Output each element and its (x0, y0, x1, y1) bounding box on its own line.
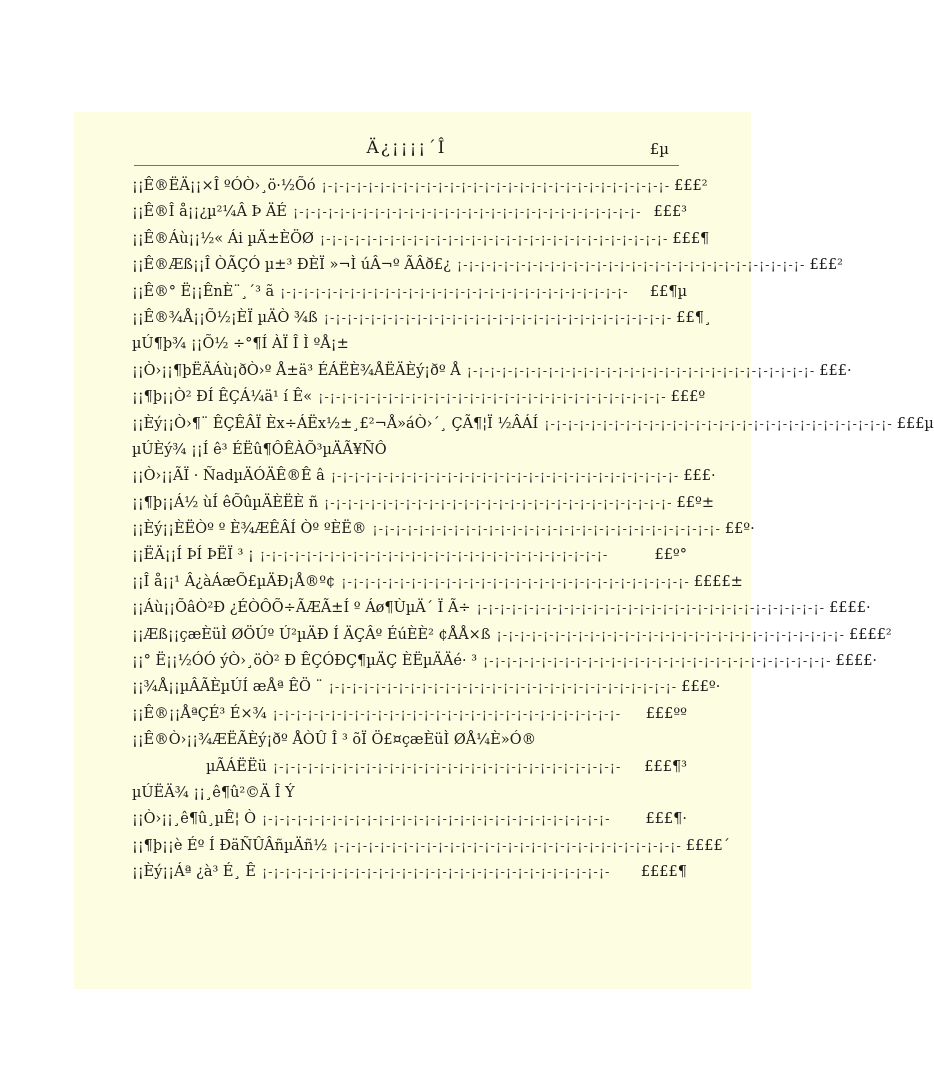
book-page (74, 112, 934, 989)
page-number: £µ (649, 140, 669, 158)
toc-leader: ¡-¡-¡-¡-¡-¡-¡-¡-¡-¡-¡-¡-¡-¡-¡-¡-¡-¡-¡-¡-¡-¡-¡-¡-¡-¡-¡-¡-¡-¡- (292, 205, 642, 221)
toc-entry[interactable] (132, 706, 687, 732)
toc-entry[interactable] (132, 309, 712, 336)
toc-page-number: ££££± (693, 573, 743, 590)
toc-leader: ¡-¡-¡-¡-¡-¡-¡-¡-¡-¡-¡-¡-¡-¡-¡-¡-¡-¡-¡-¡-¡-¡-¡-¡-¡-¡-¡-¡-¡-¡- (261, 865, 611, 881)
toc-entry-title: µÚÈý¾ ¡¡Í ê³ ÉËû¶ÔÊÀÕ³µÄÃ¥ÑÔ (132, 441, 387, 458)
toc-entry[interactable] (132, 257, 843, 283)
toc-page-number: £££³ (653, 204, 687, 221)
toc-entry-title: ¡¡Ê®Æß¡¡Î ÒÃÇÓ µ±³ ÐÈÏ »¬Ì úÂ¬º ÃÂð£¿ (132, 257, 451, 274)
toc-leader: ¡-¡-¡-¡-¡-¡-¡-¡-¡-¡-¡-¡-¡-¡-¡-¡-¡-¡-¡-¡-¡-¡-¡-¡-¡-¡-¡-¡-¡-¡- (544, 416, 893, 432)
toc-entry[interactable] (132, 679, 721, 705)
toc-leader: ¡-¡-¡-¡-¡-¡-¡-¡-¡-¡-¡-¡-¡-¡-¡-¡-¡-¡-¡-¡-¡-¡-¡-¡-¡-¡-¡-¡-¡-¡- (321, 179, 671, 194)
table-of-contents (132, 178, 934, 891)
toc-page-number: ££££· (829, 600, 871, 617)
toc-entry[interactable] (132, 785, 687, 811)
toc-entry-title: µÚ¶þ¾ ¡¡Õ½ ÷°¶Í ÀÏ Î Ì ºÅ¡± (132, 336, 349, 353)
toc-page-number: £££º· (681, 679, 721, 696)
toc-entry[interactable] (132, 204, 687, 230)
toc-page-number: ££º· (724, 521, 755, 538)
toc-entry-title: ¡¡Î å¡¡¹ Â¿àÁæÕ£µÄÐ¡Å®º¢ (132, 573, 336, 590)
toc-leader: ¡-¡-¡-¡-¡-¡-¡-¡-¡-¡-¡-¡-¡-¡-¡-¡-¡-¡-¡-¡-¡-¡-¡-¡-¡-¡-¡-¡-¡-¡- (466, 363, 816, 379)
toc-entry-title: ¡¡Ò›¡¡ÃÏ · ÑadµÄÓÄÊ®Ê â (132, 468, 325, 485)
toc-page-number: £££¶· (645, 811, 687, 828)
toc-entry-title: ¡¡Ê®¾Å¡¡Õ½¡ÈÏ µÄÒ ¾ß (132, 309, 318, 326)
toc-entry[interactable] (132, 626, 892, 653)
toc-entry-title: ¡¡Ê®Î å¡¡¿µ²¼Â Þ ÄÉ (132, 204, 287, 221)
toc-entry[interactable] (132, 811, 687, 837)
toc-page-number: ££££´ (685, 837, 730, 854)
toc-entry-title: ¡¡¶þ¡¡Á½ ùÍ êÕûµÄÈËÈ ñ (132, 494, 319, 511)
toc-entry[interactable] (132, 864, 687, 890)
toc-entry[interactable] (132, 336, 687, 362)
running-title: Ä¿¡¡¡¡´Î (366, 138, 447, 158)
toc-entry-title: µÚËÄ¾ ¡¡¸ê¶û²©Ä Î Ý (132, 784, 295, 801)
toc-page-number: £££¶ (672, 230, 710, 247)
toc-entry[interactable] (132, 389, 706, 415)
toc-leader: ¡-¡-¡-¡-¡-¡-¡-¡-¡-¡-¡-¡-¡-¡-¡-¡-¡-¡-¡-¡-¡-¡-¡-¡-¡-¡-¡-¡-¡-¡- (476, 601, 826, 617)
toc-leader: ¡-¡-¡-¡-¡-¡-¡-¡-¡-¡-¡-¡-¡-¡-¡-¡-¡-¡-¡-¡-¡-¡-¡-¡-¡-¡-¡-¡-¡-¡- (272, 759, 622, 775)
toc-entry-title: ¡¡Ê®° Ë¡¡ÊnÈ¨¸´³ ã (132, 283, 275, 300)
toc-entry[interactable] (132, 573, 743, 600)
toc-leader: ¡-¡-¡-¡-¡-¡-¡-¡-¡-¡-¡-¡-¡-¡-¡-¡-¡-¡-¡-¡-¡-¡-¡-¡-¡-¡-¡-¡-¡-¡- (324, 495, 673, 511)
toc-leader: ¡-¡-¡-¡-¡-¡-¡-¡-¡-¡-¡-¡-¡-¡-¡-¡-¡-¡-¡-¡-¡-¡-¡-¡-¡-¡-¡-¡-¡-¡- (328, 680, 678, 696)
toc-entry-title: ¡¡Æß¡¡çæÈüÌ ØÖÚº Ú²µÄÐ Í ÄÇÂº ÉúÈÈ² ¢ÅÅ×ß (132, 626, 491, 643)
toc-entry[interactable] (132, 837, 730, 864)
toc-leader: ¡-¡-¡-¡-¡-¡-¡-¡-¡-¡-¡-¡-¡-¡-¡-¡-¡-¡-¡-¡-¡-¡-¡-¡-¡-¡-¡-¡-¡-¡- (280, 284, 629, 300)
toc-leader: ¡-¡-¡-¡-¡-¡-¡-¡-¡-¡-¡-¡-¡-¡-¡-¡-¡-¡-¡-¡-¡-¡-¡-¡-¡-¡-¡-¡-¡-¡- (272, 706, 622, 722)
toc-page-number: ££º° (654, 547, 687, 564)
toc-page-number: £££µ (896, 415, 934, 432)
toc-leader: ¡-¡-¡-¡-¡-¡-¡-¡-¡-¡-¡-¡-¡-¡-¡-¡-¡-¡-¡-¡-¡-¡-¡-¡-¡-¡-¡-¡-¡-¡- (333, 838, 682, 854)
toc-entry-title: ¡¡° Ë¡¡½ÓÓ ýÒ›¸öÒ² Ð ÊÇÓÐÇ¶µÄÇ ÈËµÄÄé· ³ (132, 653, 478, 670)
toc-page-number: £££ºº (645, 705, 687, 722)
toc-entry-title: µÃÁËËü (206, 758, 267, 775)
toc-entry-title: ¡¡Ê®Ò›¡¡¾ÆËÃÈý¡ðº ÅÒÛ Î ³ õÏ Ö£¤çæÈüÌ ØÅ¼È»Ó® (132, 732, 537, 749)
toc-page-number: ££££¶ (640, 864, 687, 881)
toc-entry[interactable] (132, 362, 852, 389)
toc-leader: ¡-¡-¡-¡-¡-¡-¡-¡-¡-¡-¡-¡-¡-¡-¡-¡-¡-¡-¡-¡-¡-¡-¡-¡-¡-¡-¡-¡-¡-¡- (496, 627, 846, 643)
toc-entry[interactable] (132, 547, 687, 573)
toc-page-number: £££· (819, 362, 852, 379)
toc-entry[interactable] (132, 442, 687, 468)
toc-entry-title: ¡¡Ê®Áù¡¡½« Ái µÄ±ÈÖØ (132, 230, 314, 247)
toc-page-number: £££² (674, 178, 708, 194)
toc-entry-title: ¡¡Ê®¡¡ÅªÇÉ³ É×¾ (132, 705, 267, 722)
page-header (134, 134, 679, 162)
toc-entry-title: ¡¡Èý¡¡Áª ¿à³ É¸ Ê (132, 864, 256, 881)
toc-page-number: ££¶¸ (676, 309, 712, 326)
toc-leader: ¡-¡-¡-¡-¡-¡-¡-¡-¡-¡-¡-¡-¡-¡-¡-¡-¡-¡-¡-¡-¡-¡-¡-¡-¡-¡-¡-¡-¡-¡- (330, 469, 680, 485)
toc-entry[interactable] (132, 468, 716, 494)
toc-leader: ¡-¡-¡-¡-¡-¡-¡-¡-¡-¡-¡-¡-¡-¡-¡-¡-¡-¡-¡-¡-¡-¡-¡-¡-¡-¡-¡-¡-¡-¡- (483, 654, 832, 670)
toc-page-number: ££º± (676, 494, 714, 511)
toc-leader: ¡-¡-¡-¡-¡-¡-¡-¡-¡-¡-¡-¡-¡-¡-¡-¡-¡-¡-¡-¡-¡-¡-¡-¡-¡-¡-¡-¡-¡-¡- (262, 812, 611, 828)
toc-entry[interactable] (132, 521, 755, 547)
toc-leader: ¡-¡-¡-¡-¡-¡-¡-¡-¡-¡-¡-¡-¡-¡-¡-¡-¡-¡-¡-¡-¡-¡-¡-¡-¡-¡-¡-¡-¡-¡- (456, 258, 806, 274)
toc-entry-title: ¡¡¾Å¡¡µÂÃÈµÚÍ æÅª ÊÖ ¨ (132, 679, 323, 696)
toc-entry[interactable] (132, 230, 710, 257)
toc-entry[interactable] (132, 284, 687, 310)
toc-entry[interactable] (132, 415, 934, 442)
toc-leader: ¡-¡-¡-¡-¡-¡-¡-¡-¡-¡-¡-¡-¡-¡-¡-¡-¡-¡-¡-¡-¡-¡-¡-¡-¡-¡-¡-¡-¡-¡- (341, 574, 690, 590)
toc-entry-title: ¡¡¶þ¡¡Ò² ÐÍ ÊÇÁ¼ä¹ í Ê« (132, 389, 313, 406)
toc-leader: ¡-¡-¡-¡-¡-¡-¡-¡-¡-¡-¡-¡-¡-¡-¡-¡-¡-¡-¡-¡-¡-¡-¡-¡-¡-¡-¡-¡-¡-¡- (372, 522, 721, 538)
header-rule (134, 165, 679, 166)
toc-page-number: ££££² (849, 626, 892, 643)
toc-leader: ¡-¡-¡-¡-¡-¡-¡-¡-¡-¡-¡-¡-¡-¡-¡-¡-¡-¡-¡-¡-¡-¡-¡-¡-¡-¡-¡-¡-¡-¡- (259, 548, 609, 564)
toc-entry[interactable] (132, 178, 708, 204)
toc-page-number: £££· (683, 468, 716, 485)
toc-entry-title: ¡¡Áù¡¡ÕâÒ²Ð ¿ÉÒÔÕ÷ÃÆÃ±Í º Áø¶ÙµÄ´ Ï Ã÷ (132, 600, 471, 617)
toc-entry[interactable] (132, 732, 687, 758)
toc-entry[interactable] (132, 653, 878, 679)
toc-page-number: £££¶³ (644, 758, 687, 775)
toc-entry-title: ¡¡Èý¡¡Ò›¶¨ ÊÇÊÂÏ Èx÷ÁËx½±¸£²¬Å»áÒ›´¸ ÇÃ¶¦Ï ½ÂÁÍ (132, 415, 539, 432)
toc-entry-title: ¡¡ËÄ¡¡Í ÞÍ ÞËÏ ³ ¡ (132, 547, 254, 564)
toc-page-number: ££££· (835, 653, 878, 670)
toc-page-number: £££² (809, 257, 843, 274)
toc-entry[interactable] (132, 494, 714, 521)
toc-entry-title: ¡¡¶þ¡¡è Éº Í ÐäÑÛÂñµÄñ½ (132, 837, 328, 854)
toc-entry[interactable] (132, 759, 687, 785)
toc-leader: ¡-¡-¡-¡-¡-¡-¡-¡-¡-¡-¡-¡-¡-¡-¡-¡-¡-¡-¡-¡-¡-¡-¡-¡-¡-¡-¡-¡-¡-¡- (319, 231, 669, 247)
toc-page-number: £££º (670, 389, 706, 406)
toc-entry-title: ¡¡Ò›¡¡¸ê¶û¸µÊ¦ Ò (132, 811, 257, 828)
toc-leader: ¡-¡-¡-¡-¡-¡-¡-¡-¡-¡-¡-¡-¡-¡-¡-¡-¡-¡-¡-¡-¡-¡-¡-¡-¡-¡-¡-¡-¡-¡- (318, 390, 667, 406)
toc-entry-title: ¡¡Èý¡¡ÈËÒº º È¾ÆÊÂÍ Òº ºÈË® (132, 521, 367, 538)
toc-entry-title: ¡¡Ê®ËÄ¡¡×Î ºÓÒ›¸ö·½Õó (132, 178, 316, 194)
toc-leader: ¡-¡-¡-¡-¡-¡-¡-¡-¡-¡-¡-¡-¡-¡-¡-¡-¡-¡-¡-¡-¡-¡-¡-¡-¡-¡-¡-¡-¡-¡- (323, 310, 673, 326)
toc-page-number: ££¶µ (649, 283, 687, 300)
toc-entry[interactable] (132, 600, 871, 626)
toc-entry-title: ¡¡Ò›¡¡¶þËÄÁù¡ðÒ›º Å±ä³ ÉÁËÈ¾ÅËÄÈý¡ðº Å (132, 362, 461, 379)
